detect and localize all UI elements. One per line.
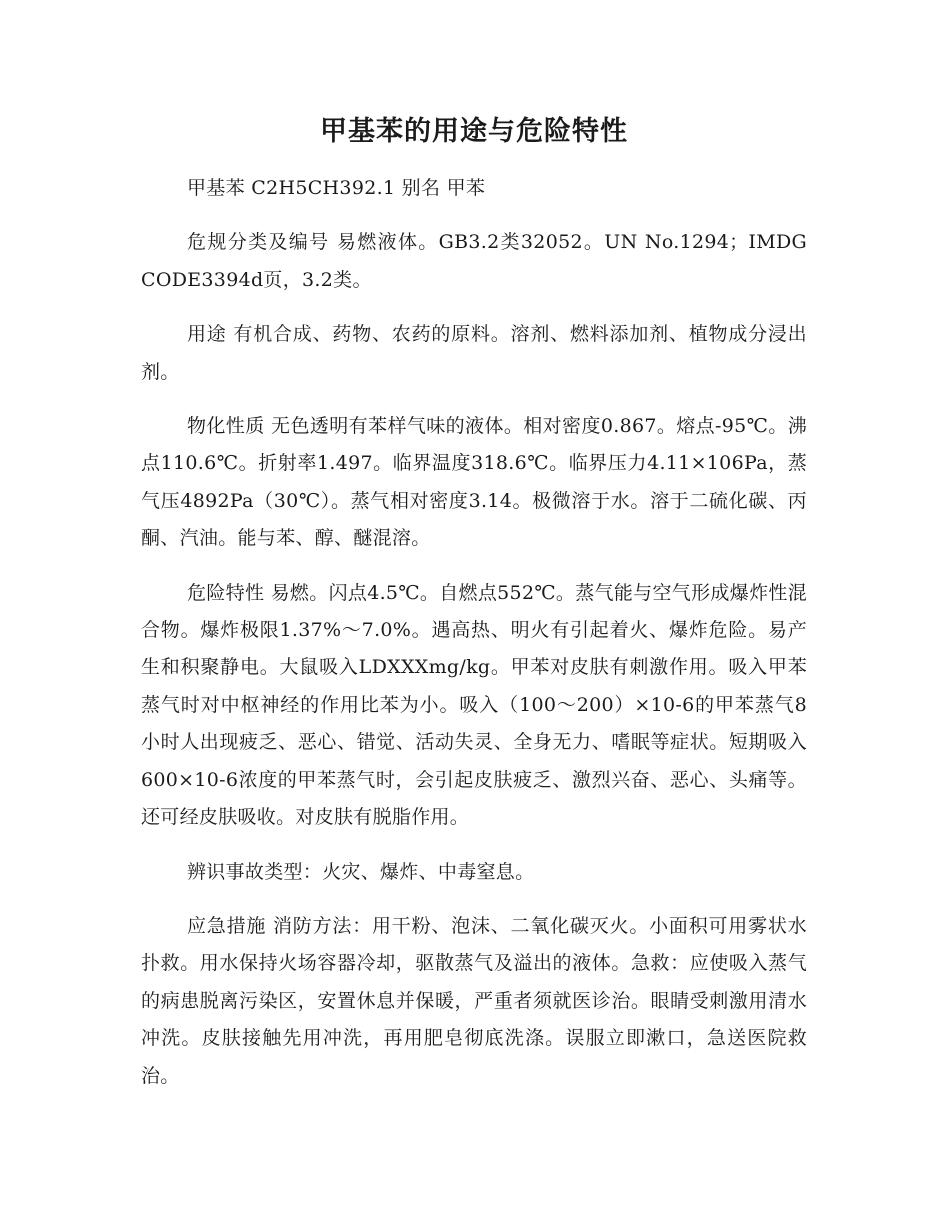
paragraph-accident-types: 辨识事故类型：火灾、爆炸、中毒窒息。 <box>187 860 535 883</box>
paragraph-usage: 用途 有机合成、药物、农药的原料。溶剂、燃料添加剂、植物成分浸出剂。 <box>141 323 807 383</box>
paragraph-hazards: 危险特性 易燃。闪点4.5℃。自燃点552℃。蒸气能与空气形成爆炸性混合物。爆炸极限1.37%～7.0%。遇高热、明火有引起着火、爆炸危险。易产生和积聚静电。大鼠吸入LDXXXmg/kg。甲苯对皮肤有刺激作用。吸入甲苯蒸气时对中枢神经的作用比苯为小。吸入（100～200）×10-6的甲苯蒸气8小时人出现疲乏、恶心、错觉、活动失灵、全身无力、嗜眠等症状。短期吸入600×10-6浓度的甲苯蒸气时，会引起皮肤疲乏、激烈兴奋、恶心、头痛等。还可经皮肤吸收。对皮肤有脱脂作用。 <box>141 581 807 829</box>
paragraph-emergency-measures: 应急措施 消防方法：用干粉、泡沫、二氧化碳灭火。小面积可用雾状水扑救。用水保持火场容器冷却，驱散蒸气及溢出的液体。急救：应使吸入蒸气的病患脱离污染区，安置休息并保暖，严重者须就医诊治。眼睛受刺激用清水冲洗。皮肤接触先用冲洗，再用肥皂彻底洗涤。误服立即漱口，急送医院救治。 <box>141 914 807 1087</box>
paragraph-properties: 物化性质 无色透明有苯样气味的液体。相对密度0.867。熔点-95℃。沸点110.6℃。折射率1.497。临界温度318.6℃。临界压力4.11×106Pa，蒸气压4892Pa（30℃）。蒸气相对密度3.14。极微溶于水。溶于二硫化碳、丙酮、汽油。能与苯、醇、醚混溶。 <box>141 415 807 550</box>
paragraph-name: 甲基苯 C2H5CH392.1 别名 甲苯 <box>187 177 486 199</box>
paragraph-classification: 危规分类及编号 易燃液体。GB3.2类32052。UN No.1294；IMDG CODE3394d页，3.2类。 <box>141 231 807 291</box>
document-title: 甲基苯的用途与危险特性 <box>320 116 628 147</box>
document-page <box>141 112 807 1112</box>
